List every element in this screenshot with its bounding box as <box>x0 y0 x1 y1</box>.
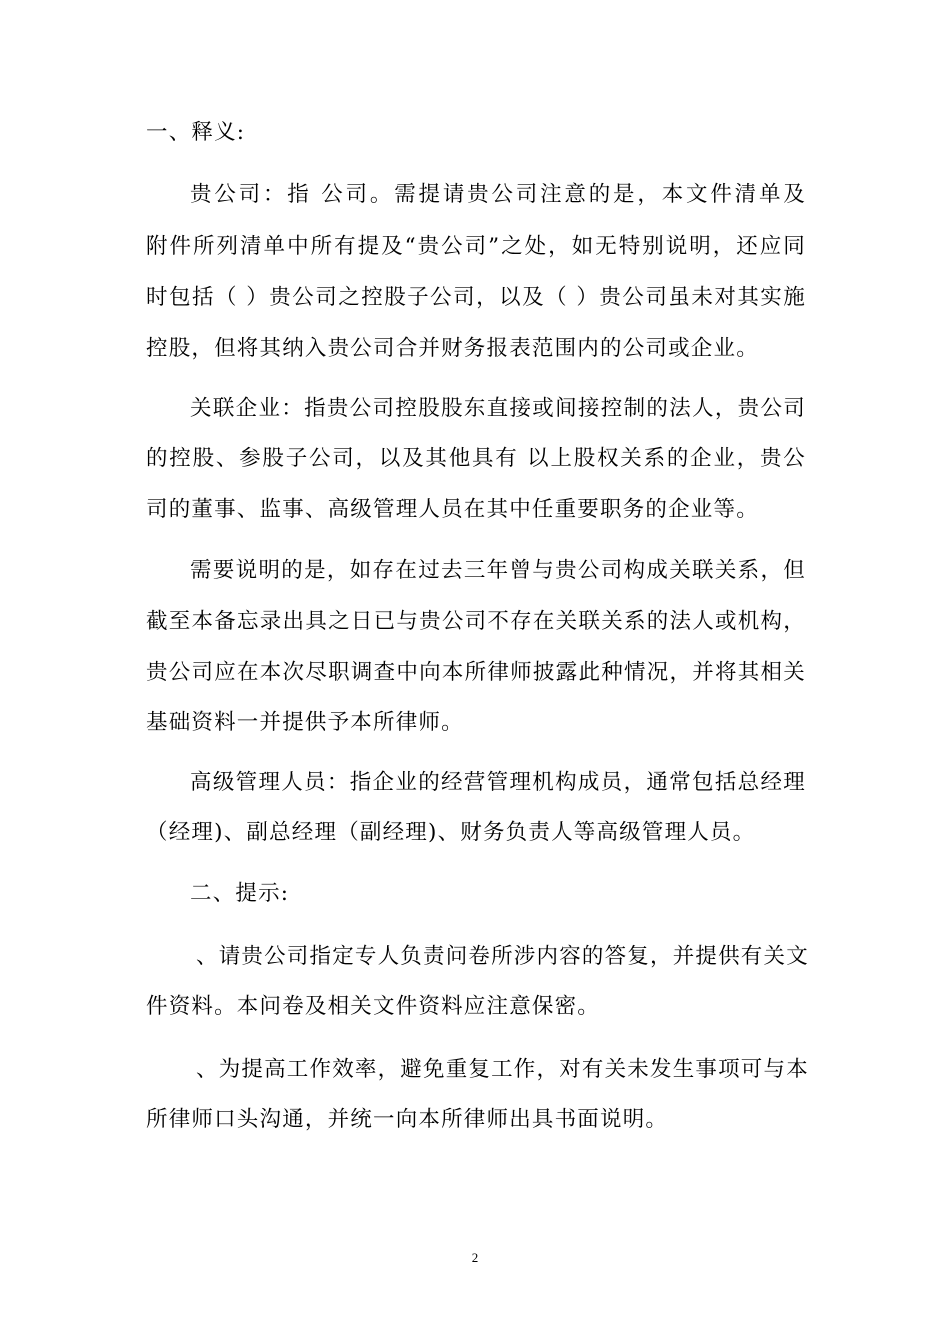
paragraph-related-line-2: 的控股、参股子公司，以及其他具有 以上股权关系的企业，贵公 <box>146 446 806 471</box>
tip-1-line-2: 件资料。本问卷及相关文件资料应注意保密。 <box>146 994 601 1019</box>
paragraph-note-line-2: 截至本备忘录出具之日已与贵公司不存在关联关系的法人或机构， <box>146 609 806 634</box>
tip-2-line-2: 所律师口头沟通，并统一向本所律师出具书面说明。 <box>146 1107 669 1132</box>
paragraph-company-line-1: 贵公司：指 公司。需提请贵公司注意的是，本文件清单及 <box>190 182 806 207</box>
paragraph-note-line-3: 贵公司应在本次尽职调查中向本所律师披露此种情况，并将其相关 <box>146 660 806 685</box>
paragraph-related-line-3: 司的董事、监事、高级管理人员在其中任重要职务的企业等。 <box>146 497 759 522</box>
paragraph-note-line-4: 基础资料一并提供予本所律师。 <box>146 710 464 735</box>
paragraph-related-line-1: 关联企业：指贵公司控股股东直接或间接控制的法人，贵公司 <box>190 396 806 421</box>
paragraph-senior-line-1: 高级管理人员：指企业的经营管理机构成员，通常包括总经理 <box>190 770 806 795</box>
tip-2-line-1: 、为提高工作效率，避免重复工作，对有关未发生事项可与本 <box>196 1057 809 1082</box>
paragraph-company-line-3: 时包括（ ）贵公司之控股子公司，以及（ ）贵公司虽未对其实施 <box>146 285 806 310</box>
section-heading-definitions: 一、释义: <box>146 120 246 145</box>
tip-1-line-1: 、请贵公司指定专人负责问卷所涉内容的答复，并提供有关文 <box>196 944 809 969</box>
paragraph-company-line-2: 附件所列清单中所有提及“贵公司”之处，如无特别说明，还应同 <box>146 234 806 259</box>
paragraph-note-line-1: 需要说明的是，如存在过去三年曾与贵公司构成关联关系，但 <box>190 558 806 583</box>
paragraph-company-line-4: 控股，但将其纳入贵公司合并财务报表范围内的公司或企业。 <box>146 336 759 361</box>
paragraph-senior-line-2: （经理)、副总经理（副经理)、财务负责人等高级管理人员。 <box>146 820 756 845</box>
section-heading-tips: 二、提示: <box>190 881 290 906</box>
page-number: 2 <box>471 1250 479 1265</box>
